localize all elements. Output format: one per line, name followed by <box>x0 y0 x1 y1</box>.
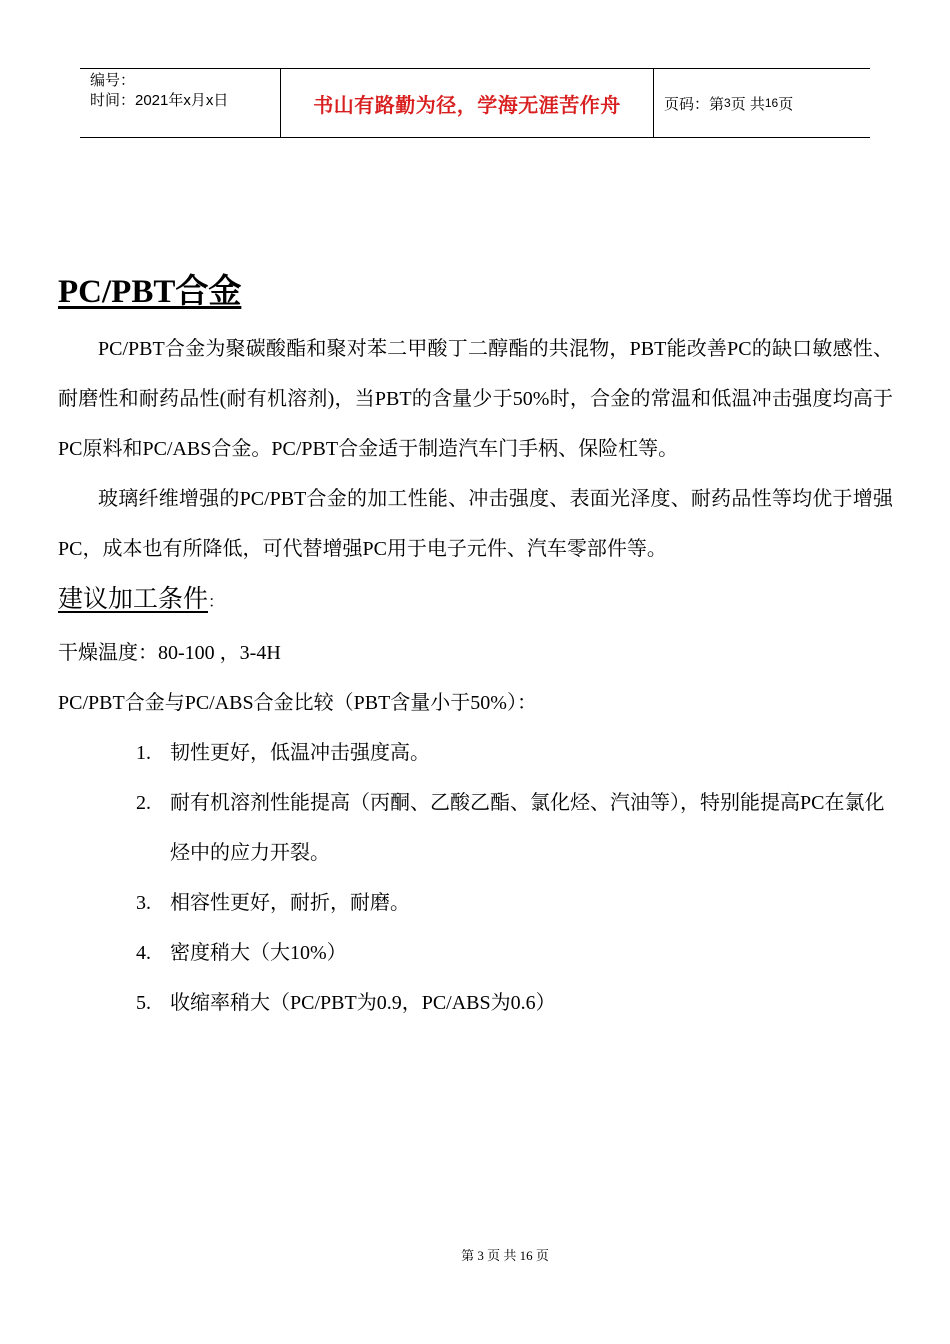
list-item-text: 密度稍大（大10%） <box>170 942 347 964</box>
document-title: PC/PBT合金 <box>58 274 242 310</box>
header-page-total: 16 <box>764 96 779 110</box>
list-item <box>136 728 893 778</box>
header-page-mid: 页 共 <box>730 95 765 113</box>
header-info-cell <box>80 69 281 137</box>
list-item-number: 2. <box>136 792 151 814</box>
processing-conditions-colon: ： <box>208 594 225 611</box>
processing-conditions-title: 建议加工条件 <box>58 584 209 613</box>
list-item-text: 收缩率稍大（PC/PBT为0.9，PC/ABS为0.6） <box>170 992 556 1014</box>
list-item-text: 韧性更好，低温冲击强度高。 <box>170 742 430 764</box>
paragraph-intro: PC/PBT合金为聚碳酸酯和聚对苯二甲酸丁二醇酯的共混物，PBT能改善PC的缺口敏感性、耐磨性和耐药品性(耐有机溶剂)，当PBT的含量少于50%时，合金的常温和低温冲击强度均高于PC原料和PC/ABS合金。PC/PBT合金适于制造汽车门手柄、保险杠等。 <box>58 338 893 460</box>
header-page-prefix: 页码：第 <box>664 95 725 113</box>
header-page-info <box>654 69 870 137</box>
page-header <box>80 68 870 138</box>
list-item <box>136 778 893 878</box>
list-item-text: 相容性更好，耐折，耐磨。 <box>170 892 410 914</box>
page-footer: 第 3 页 共 16 页 <box>461 1248 549 1263</box>
list-item-number: 3. <box>136 892 151 914</box>
drying-temperature: 干燥温度：80-100 ，3-4H <box>58 642 281 664</box>
list-item <box>136 878 893 928</box>
list-item <box>136 978 893 1028</box>
processing-conditions-heading <box>58 574 893 628</box>
document-body <box>58 268 893 1028</box>
header-number-label: 编号： <box>90 72 136 89</box>
paragraph-glass-fiber: 玻璃纤维增强的PC/PBT合金的加工性能、冲击强度、表面光泽度、耐药品性等均优于增强PC，成本也有所降低，可代替增强PC用于电子元件、汽车零部件等。 <box>58 488 893 560</box>
header-time-label: 时间：2021年x月x日 <box>90 92 229 109</box>
list-item <box>136 928 893 978</box>
header-page-suffix: 页 <box>778 95 794 113</box>
header-motto: 书山有路勤为径，学海无涯苦作舟 <box>281 69 654 137</box>
list-item-number: 4. <box>136 942 151 964</box>
header-page-num: 3 <box>724 96 731 110</box>
list-item-number: 1. <box>136 742 151 764</box>
comparison-intro: PC/PBT合金与PC/ABS合金比较（PBT含量小于50%）： <box>58 692 537 714</box>
comparison-list <box>136 728 893 1028</box>
list-item-text: 耐有机溶剂性能提高（丙酮、乙酸乙酯、氯化烃、汽油等），特别能提高PC在氯化烃中的应力开裂。 <box>170 792 885 864</box>
list-item-number: 5. <box>136 992 151 1014</box>
